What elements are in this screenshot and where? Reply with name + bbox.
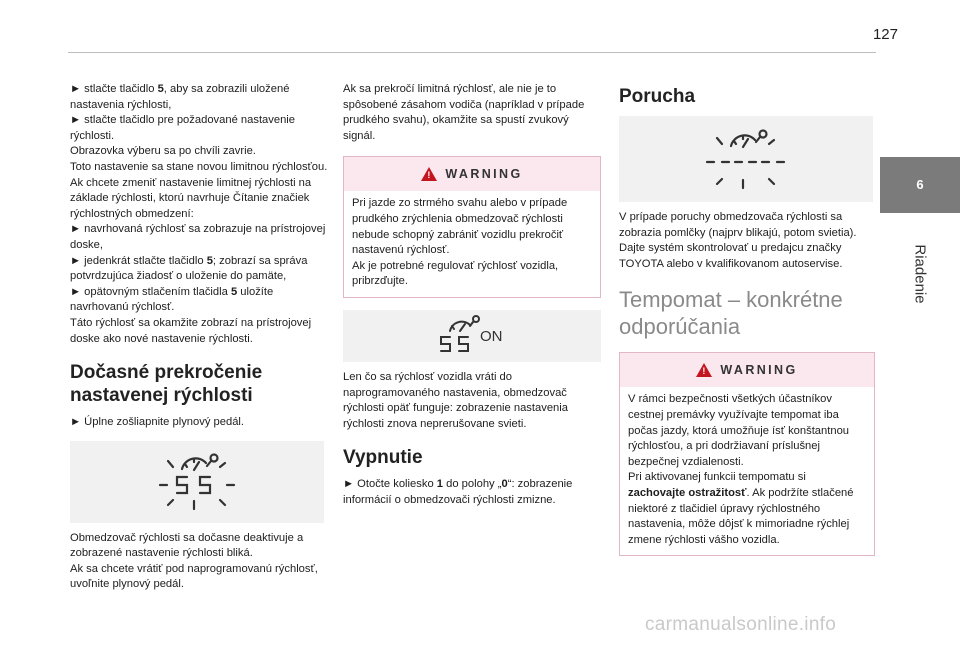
warning-header	[344, 157, 600, 191]
speedometer-blinking-icon	[152, 449, 242, 515]
warning-body: Pri jazde zo strmého svahu alebo v prípade prudkého zrýchlenia obmedzovač rýchlosti nebude schopný zabrániť vozidlu prekročiť nastavenú rýchlosť. Ak je potrebné regulovať rýchlosť vozidla, pribrzďujte.	[352, 197, 568, 288]
header-rule	[68, 52, 876, 53]
column-2	[343, 82, 601, 509]
malfunction-figure	[619, 116, 873, 202]
chapter-tab[interactable]: 6	[880, 157, 960, 213]
heading-malfunction: Porucha	[619, 86, 696, 107]
chapter-label: Riadenie	[911, 244, 929, 304]
col2-paragraph-2: Len čo sa rýchlosť vozidla vráti do naprogramovaného nastavenia, obmedzovač rýchlosti opäť funguje: zobrazenie nastavenia rýchlosti znova neprerušovane svieti.	[343, 370, 568, 430]
on-label: ON	[480, 327, 503, 345]
warning-icon: !	[421, 167, 437, 181]
warning-icon: !	[696, 363, 712, 377]
warning-header	[620, 353, 874, 387]
warning-box-1	[343, 156, 601, 298]
heading-switching-off: Vypnutie	[343, 447, 423, 469]
col2-paragraph-1: Ak sa prekročí limitná rýchlosť, ale nie je to spôsobené zásahom vodiča (napríklad v prípade prudkého svahu), okamžite sa spustí zvukový signál.	[343, 83, 585, 142]
page-number: 127	[872, 26, 898, 43]
speedometer-on-icon	[422, 313, 522, 359]
speed-blink-figure	[70, 441, 324, 523]
warning-title: WARNING	[445, 166, 523, 181]
col1-paragraph-2: ► Úplne zošliapnite plynový pedál.	[70, 416, 245, 429]
col2-paragraph-3: ► Otočte koliesko 1 do polohy „0“: zobrazenie informácií o obmedzovači rýchlosti zmizne.	[343, 478, 573, 506]
warning-title: WARNING	[720, 362, 798, 377]
heading-temporary-overspeed: Dočasné prekročenie nastavenej rýchlosti	[70, 362, 263, 407]
speed-limiter-on-figure	[343, 310, 601, 362]
heading-cruise-control: Tempomat – konkrétne odporúčania	[619, 287, 843, 340]
col1-paragraph-1: ► stlačte tlačidlo 5, aby sa zobrazili uložené nastavenia rýchlosti, ► stlačte tlačidlo pre požadované nastavenie rýchlosti. Obrazovka výberu sa po chvíli zavrie. Toto nastavenie sa stane novou limitnou rýchlosťou. Ak chcete zmeniť nastavenie limitnej rýchlosti na základe rýchlosti, ktorú navrhuje Čítanie značiek rýchlostných obmedzení: ► navrhovaná rýchlosť sa zobrazuje na prístrojovej doske, ► jedenkrát stlačte tlačidlo 5; zobrazí sa správa potvrdzujúca žiadosť o uloženie do pamäte, ► opätovným stlačením tlačidla 5 uložíte navrhovanú rýchlosť. Táto rýchlosť sa okamžite zobrazí na prístrojovej doske ako nové nastavenie rýchlosti.	[70, 83, 328, 345]
watermark: carmanualsonline.info	[645, 614, 837, 635]
warning-box-2	[619, 352, 875, 556]
column-3	[619, 82, 875, 556]
speedometer-dashes-icon	[701, 124, 791, 194]
col1-paragraph-3: Obmedzovač rýchlosti sa dočasne deaktivuje a zobrazené nastavenie rýchlosti bliká. Ak sa chcete vrátiť pod naprogramovanú rýchlosť, uvoľnite plynový pedál.	[70, 531, 318, 591]
column-1	[70, 82, 328, 593]
col3-paragraph-1: V prípade poruchy obmedzovača rýchlosti sa zobrazia pomlčky (najprv blikajú, potom svietia). Dajte systém skontrolovať u predajcu značky TOYOTA alebo v kvalifikovanom autoservise.	[619, 211, 857, 270]
warning-body: V rámci bezpečnosti všetkých účastníkov cestnej premávky využívajte tempomat iba počas jazdy, ktorá umožňuje ísť konštantnou rýchlosťou, a pri dodržiavaní príslušnej bezpečnej vzdialenosti. Pri aktivovanej funkcii tempomatu si zachovajte ostražitosť. Ak podržíte stlačené niektoré z tlačidiel úpravy rýchlostného nastavenia, môže dôjsť k mimoriadne rýchlej zmene rýchlosti vášho vozidla.	[628, 393, 854, 546]
